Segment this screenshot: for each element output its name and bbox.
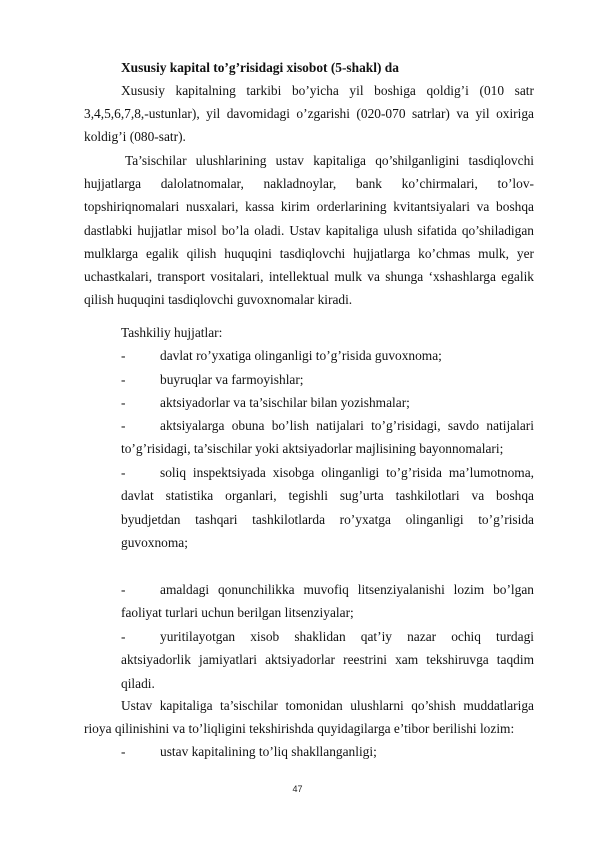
list-item-text: yuritilayotgan xisob shaklidan qat’iy nazar ochiq turdagi aktsiyadorlik jamiyatlari aktsiyadorlar reestrini xam tekshiruvga taqdim qiladi. xyxy=(121,629,534,691)
list-item xyxy=(121,461,534,555)
section-heading: Xususiy kapital to’g’risidagi xisobot (5-shakl) da xyxy=(121,60,399,75)
list-dash: - xyxy=(121,744,126,759)
page-number: 47 xyxy=(292,784,303,794)
list-item xyxy=(121,391,534,414)
list-item-text: ustav kapitalining to’liq shakllanganligi; xyxy=(160,744,377,759)
list-item-text: davlat ro’yxatiga olinganligi to’g’risida guvoxnoma; xyxy=(160,348,442,363)
list-dash: - xyxy=(121,418,126,433)
paragraph-capital-structure: Xususiy kapitalning tarkibi bo’yicha yil boshiga qoldig’i (010 satr 3,4,5,6,7,8,-ustunlar), yil davomidagi o’zgarishi (020-070 satrlar) va yil oxiriga koldig’i (080-satr). xyxy=(84,83,534,145)
list-item xyxy=(121,368,534,391)
paragraph-supporting-documents: Ta’sischilar ulushlarining ustav kapitaliga qo’shilganligini tasdiqlovchi hujjatlarga dalolatnomalar, nakladnoylar, bank ko’chirmalari, to’lov-topshiriqnomalari nusxalari, kassa kirim orderlarining kvitantsiyalari va boshqa dastlabki hujjatlar misol bo’la oladi. Ustav kapitaliga ulush sifatida qo’shiladigan mulklarga egalik qilish huquqini tasdiqlovchi hujjatlarga ko’chmas mulk, yer uchastkalari, transport vositalari, intellektual mulk va shunga ‘xshashlarga egalik qilish huquqini tasdiqlovchi guvoxnomalar kiradi. xyxy=(84,153,534,308)
list-dash: - xyxy=(121,629,126,644)
list-item-text: soliq inspektsiyada xisobga olinganligi to’g’risida ma’lumotnoma, davlat statistika organlari, tegishli sug’urta tashkilotlari va boshqa byudjetdan tashqari tashkilotlarda ro’yxatga olinganligi to’g’risida guvoxnoma; xyxy=(121,465,534,551)
list-item-text: amaldagi qonunchilikka muvofiq litsenziyalanishi lozim bo’lgan faoliyat turlari uchun berilgan litsenziyalar; xyxy=(121,582,534,621)
list-dash: - xyxy=(121,348,126,363)
paragraph-organizational-docs-label: Tashkiliy hujjatlar: xyxy=(121,325,223,340)
list-item xyxy=(121,344,534,367)
list-item xyxy=(121,414,534,461)
list-item-text: aktsiyalarga obuna bo’lish natijalari to’g’risidagi, savdo natijalari to’g’risidagi, ta’sischilar yoki aktsiyadorlar majlisining bayonnomalari; xyxy=(121,418,534,457)
paragraph-contribution-check: Ustav kapitaliga ta’sischilar tomonidan ulushlarni qo’shish muddatlariga rioya qilinishini va to’liqligini tekshirishda quyidagilarga e’tibor berilishi lozim: xyxy=(84,698,534,737)
list-item-text: buyruqlar va farmoyishlar; xyxy=(160,372,304,387)
list-item xyxy=(121,578,534,625)
list-dash: - xyxy=(121,372,126,387)
list-dash: - xyxy=(121,395,126,410)
list-dash: - xyxy=(121,582,126,597)
list-item-text: aktsiyadorlar va ta’sischilar bilan yozishmalar; xyxy=(160,395,410,410)
list-item xyxy=(121,740,534,763)
list-item xyxy=(121,625,534,695)
list-dash: - xyxy=(121,465,126,480)
